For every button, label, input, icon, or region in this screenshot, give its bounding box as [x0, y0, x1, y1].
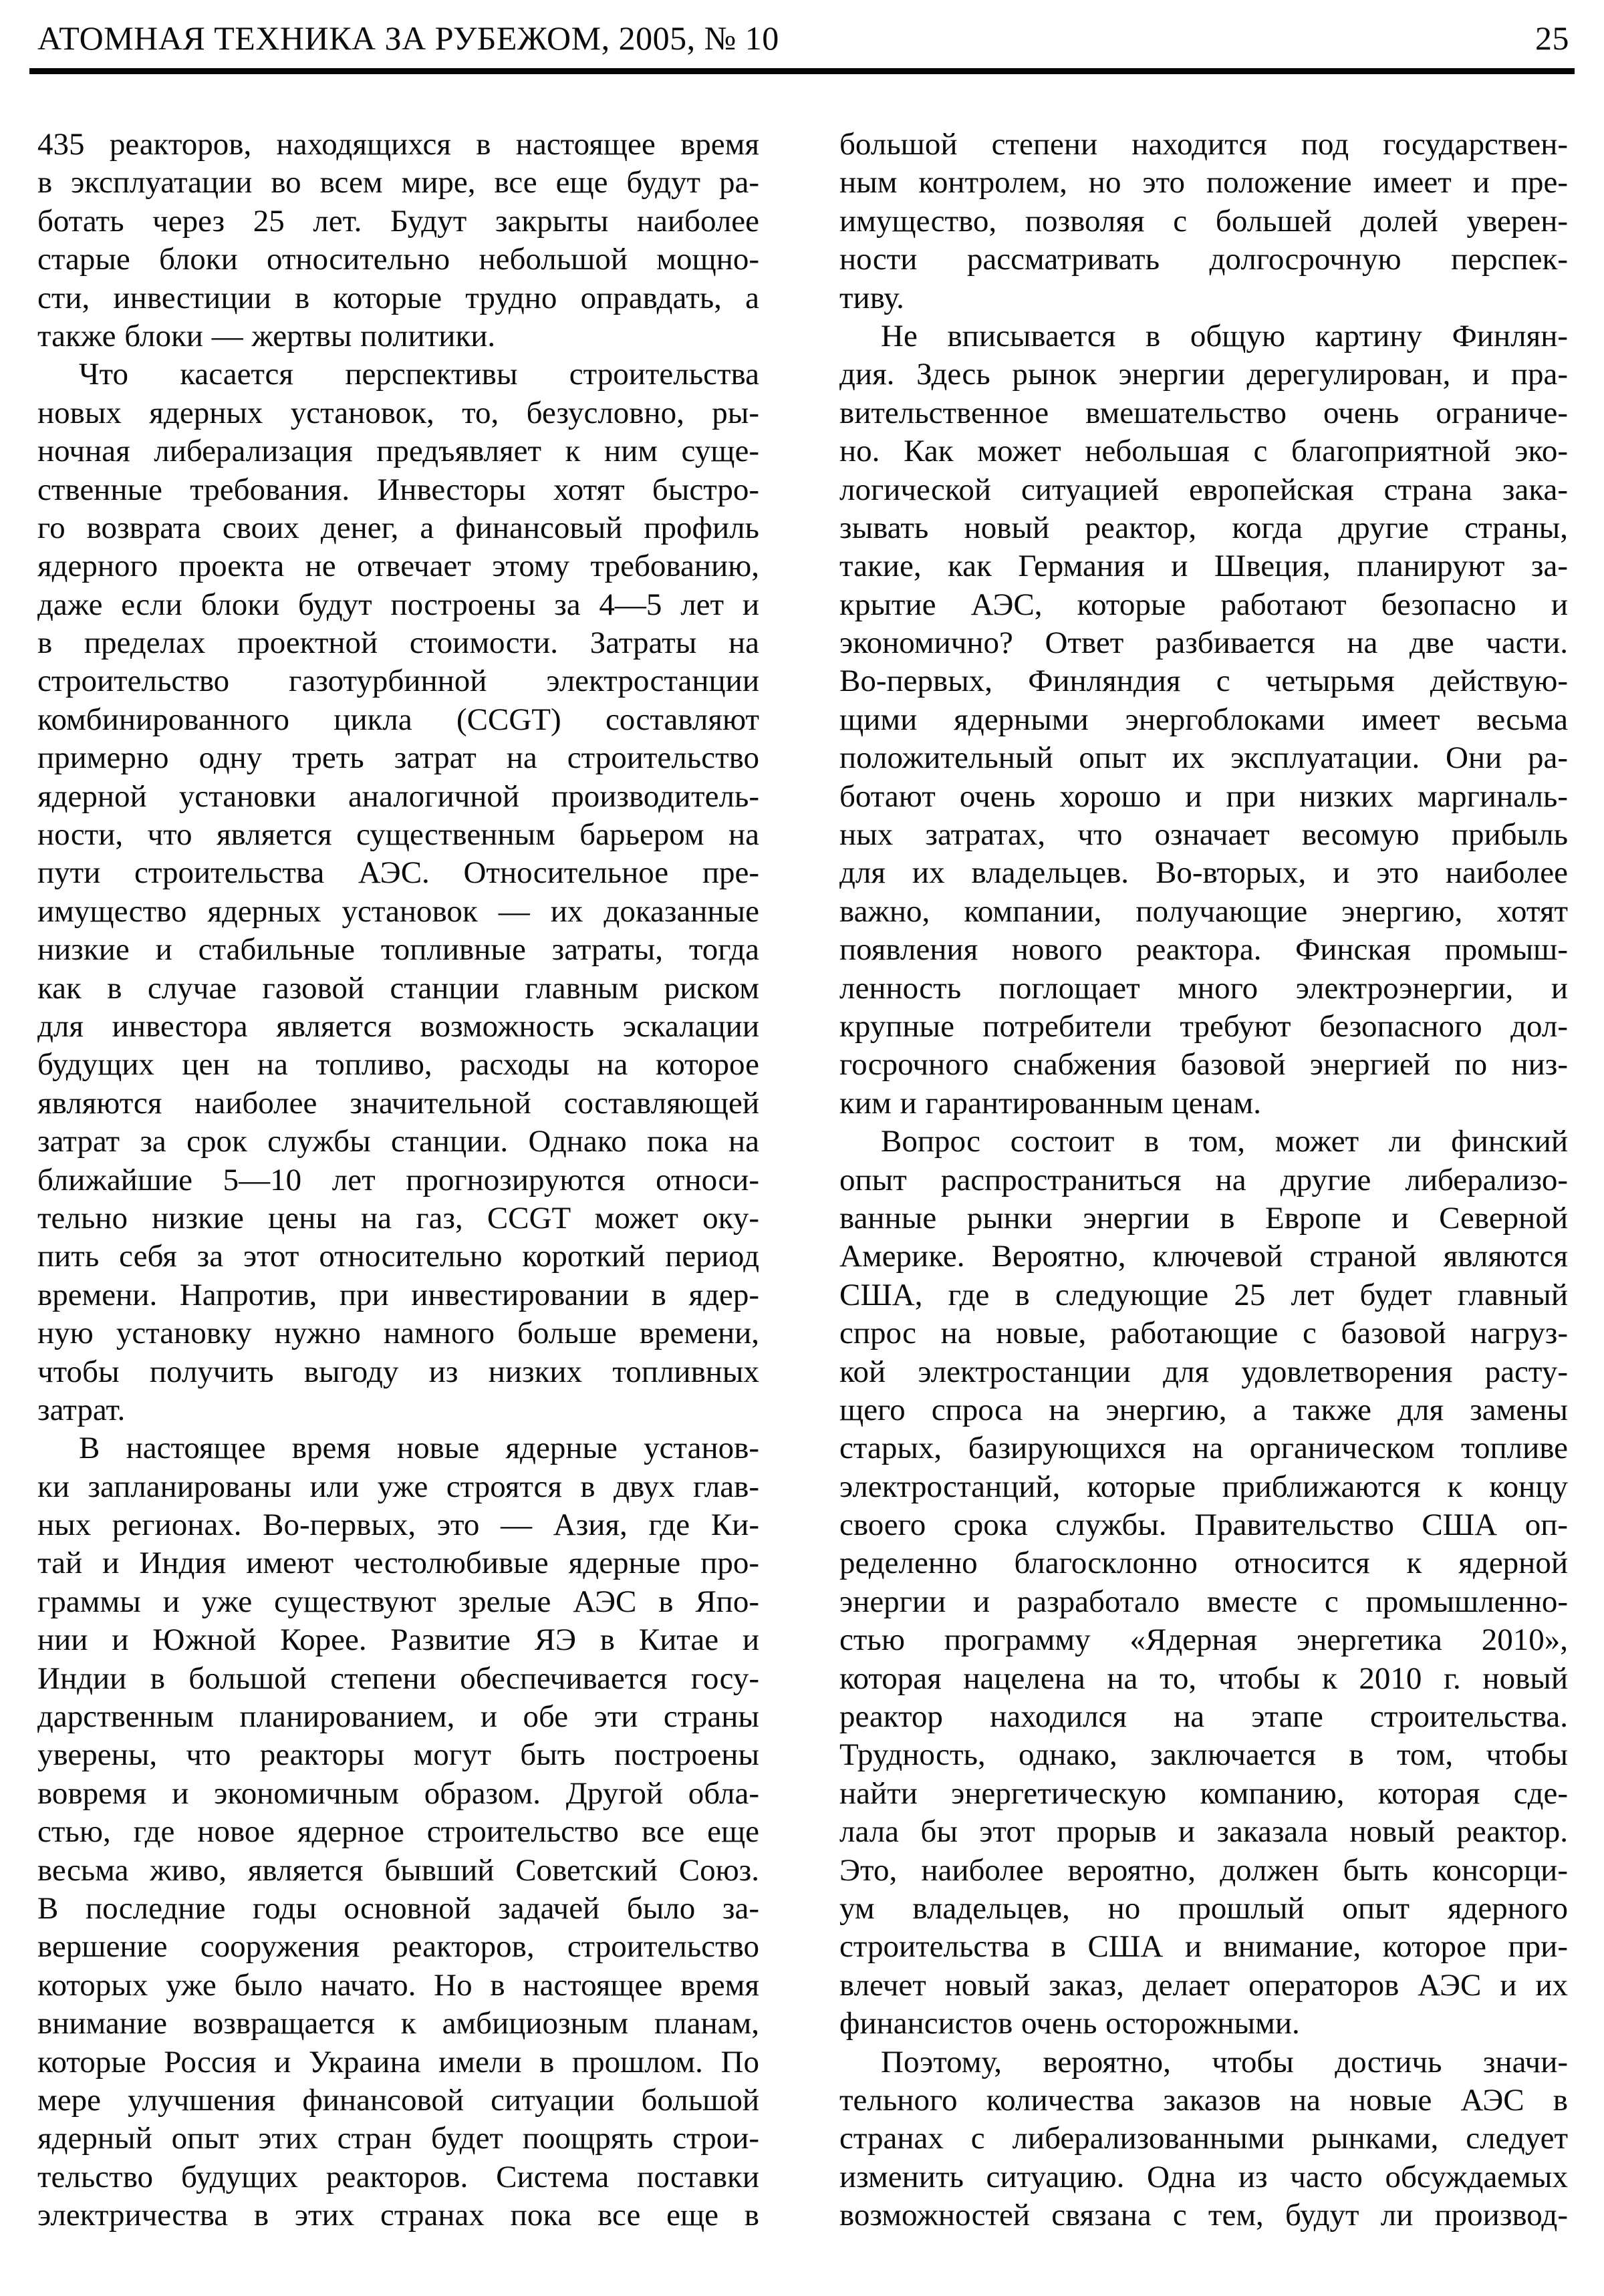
text-line: дия. Здесь рынок энергии дерегулирован, и пра- [839, 357, 1568, 392]
text-line: которых уже было начато. Но в настоящее время [37, 1967, 759, 2003]
page-number: 25 [1535, 19, 1569, 57]
text-line: энергии и разработало вместе с промышленно- [839, 1584, 1568, 1619]
text-line: ных затратах, что означает весомую прибыль [839, 817, 1568, 853]
text-line: В последние годы основной задачей было за- [37, 1890, 759, 1926]
text-line: времени. Напротив, при инвестировании в ядер- [37, 1277, 759, 1312]
right-column [839, 126, 1568, 2235]
text-line: экономично? Ответ разбивается на две части. [839, 625, 1568, 661]
text-line: которая нацелена на то, чтобы к 2010 г. новый [839, 1661, 1568, 1696]
text-line: ственные требования. Инвесторы хотят быстро- [37, 472, 759, 507]
text-line: вершение сооружения реакторов, строительство [37, 1929, 759, 1965]
text-line: щего спроса на энергию, а также для замены [839, 1392, 1568, 1427]
text-line: положительный опыт их эксплуатации. Они ра- [839, 740, 1568, 776]
text-line: лала бы этот прорыв и заказала новый реактор. [839, 1814, 1568, 1850]
text-line: ботают очень хорошо и при низких маргиналь- [839, 778, 1568, 814]
text-line: США, где в следующие 25 лет будет главный [839, 1277, 1568, 1312]
text-line: Трудность, однако, заключается в том, чтобы [839, 1737, 1568, 1773]
text-line: тельство будущих реакторов. Система поставки [37, 2159, 759, 2194]
paragraph [37, 1429, 759, 2235]
text-line: 435 реакторов, находящихся в настоящее время [37, 127, 759, 162]
text-line: будущих цен на топливо, расходы на которое [37, 1047, 759, 1083]
text-line: нии и Южной Корее. Развитие ЯЭ в Китае и [37, 1622, 759, 1658]
text-line: сти, инвестиции в которые трудно оправдать, а [37, 280, 759, 315]
left-column [37, 126, 759, 2235]
text-line: ум владельцев, но прошлый опыт ядерного [839, 1890, 1568, 1926]
text-line: в эксплуатации во всем мире, все еще будут ра- [37, 165, 759, 200]
text-line: Во-первых, Финляндия с четырьмя действую- [839, 664, 1568, 699]
text-line: ных регионах. Во-первых, это — Азия, где Ки- [37, 1508, 759, 1543]
text-line: ванные рынки энергии в Европе и Северной [839, 1200, 1568, 1236]
text-line: своего срока службы. Правительство США оп- [839, 1508, 1568, 1543]
text-line: низкие и стабильные топливные затраты, тогда [37, 932, 759, 968]
text-line: ки запланированы или уже строятся в двух глав- [37, 1469, 759, 1504]
text-line: чтобы получить выгоду из низких топливных [37, 1354, 759, 1389]
text-line: но. Как может небольшая с благоприятной эко- [839, 434, 1568, 469]
journal-title: АТОМНАЯ ТЕХНИКА ЗА РУБЕЖОМ, 2005, № 10 [37, 19, 779, 57]
header-rule [29, 68, 1575, 74]
text-line: даже если блоки будут построены за 4—5 лет и [37, 587, 759, 622]
text-line: являются наиболее значительной составляющей [37, 1085, 759, 1121]
text-line: пить себя за этот относительно короткий период [37, 1239, 759, 1274]
text-line: как в случае газовой станции главным риском [37, 970, 759, 1006]
paragraph [839, 126, 1568, 317]
text-line: го возврата своих денег, а финансовый профиль [37, 510, 759, 545]
text-line: Америке. Вероятно, ключевой страной являются [839, 1239, 1568, 1274]
text-line: внимание возвращается к амбициозным планам, [37, 2006, 759, 2041]
text-line: электричества в этих странах пока все еще в [37, 2198, 759, 2233]
text-line: строительства в США и внимание, которое при- [839, 1929, 1568, 1965]
text-line: мере улучшения финансовой ситуации большой [37, 2082, 759, 2118]
text-line: пути строительства АЭС. Относительное пре- [37, 855, 759, 891]
text-line: вовремя и экономичным образом. Другой обла- [37, 1775, 759, 1811]
text-line: ядерный опыт этих стран будет поощрять строи- [37, 2121, 759, 2156]
text-line: Не вписывается в общую картину Финлян- [881, 318, 1568, 353]
text-line: имущество ядерных установок — их доказанные [37, 893, 759, 929]
text-line: ближайшие 5—10 лет прогнозируются относи- [37, 1162, 759, 1197]
text-line: электростанций, которые приближаются к концу [839, 1469, 1568, 1504]
text-line: вительственное вмешательство очень ограниче- [839, 395, 1568, 430]
text-line: весьма живо, является бывший Советский Союз. [37, 1852, 759, 1888]
text-line: Поэтому, вероятно, чтобы достичь значи- [881, 2044, 1568, 2079]
text-line: ределенно благосклонно относится к ядерной [839, 1546, 1568, 1581]
paragraph [839, 1123, 1568, 2043]
text-line: тиву. [839, 280, 904, 315]
text-line: Вопрос состоит в том, может ли финский [881, 1124, 1568, 1159]
text-line: возможностей связана с тем, будут ли производ- [839, 2198, 1568, 2233]
text-line: ности, что является существенным барьером на [37, 817, 759, 853]
text-line: госрочного снабжения базовой энергией по низ- [839, 1047, 1568, 1083]
text-line: изменить ситуацию. Одна из часто обсуждаемых [839, 2159, 1568, 2194]
text-line: примерно одну треть затрат на строительство [37, 740, 759, 776]
text-line: также блоки — жертвы политики. [37, 318, 496, 353]
text-line: странах с либерализованными рынками, следует [839, 2121, 1568, 2156]
text-line: спрос на новые, работающие с базовой нагруз- [839, 1316, 1568, 1351]
text-line: В настоящее время новые ядерные установ- [79, 1431, 759, 1466]
text-line: ную установку нужно намного больше времени, [37, 1316, 759, 1351]
text-line: найти энергетическую компанию, которая сде- [839, 1775, 1568, 1811]
text-line: большой степени находится под государствен- [839, 127, 1568, 162]
text-line: Что касается перспективы строительства [79, 357, 759, 392]
text-line: ленность поглощает много электроэнергии, и [839, 970, 1568, 1006]
text-line: для инвестора является возможность эскалации [37, 1008, 759, 1044]
text-line: ядерной установки аналогичной производитель- [37, 778, 759, 814]
text-line: новых ядерных установок, то, безусловно, ры- [37, 395, 759, 430]
text-line: стью, где новое ядерное строительство все еще [37, 1814, 759, 1850]
text-line: для их владельцев. Во-вторых, и это наиболее [839, 855, 1568, 891]
text-line: тай и Индия имеют честолюбивые ядерные про- [37, 1546, 759, 1581]
text-line: старых, базирующихся на органическом топливе [839, 1431, 1568, 1466]
text-line: ным контролем, но это положение имеет и пре- [839, 165, 1568, 200]
text-line: затрат. [37, 1392, 126, 1427]
text-line: ядерного проекта не отвечает этому требованию, [37, 549, 759, 584]
text-line: старые блоки относительно небольшой мощно- [37, 242, 759, 277]
text-line: граммы и уже существуют зрелые АЭС в Япо- [37, 1584, 759, 1619]
paragraph [37, 126, 759, 355]
text-line: ким и гарантированным ценам. [839, 1085, 1262, 1121]
page-header [37, 20, 1569, 57]
text-line: финансистов очень осторожными. [839, 2006, 1300, 2041]
text-line: тельно низкие цены на газ, CCGT может оку- [37, 1200, 759, 1236]
text-line: имущество, позволяя с большей долей уверен- [839, 203, 1568, 239]
text-line: кой электростанции для удовлетворения расту- [839, 1354, 1568, 1389]
text-line: которые Россия и Украина имели в прошлом. По [37, 2044, 759, 2079]
text-line: уверены, что реакторы могут быть построены [37, 1737, 759, 1773]
text-line: крытие АЭС, которые работают безопасно и [839, 587, 1568, 622]
text-line: появления нового реактора. Финская промыш- [839, 932, 1568, 968]
text-line: в пределах проектной стоимости. Затраты на [37, 625, 759, 661]
text-line: важно, компании, получающие энергию, хотят [839, 893, 1568, 929]
paragraph [37, 355, 759, 1429]
text-line: стью программу «Ядерная энергетика 2010», [839, 1622, 1568, 1658]
text-line: такие, как Германия и Швеция, планируют за- [839, 549, 1568, 584]
text-line: Это, наиболее вероятно, должен быть консорци- [839, 1852, 1568, 1888]
text-line: тельного количества заказов на новые АЭС в [839, 2082, 1568, 2118]
text-line: опыт распространиться на другие либерализо- [839, 1162, 1568, 1197]
text-line: влечет новый заказ, делает операторов АЭС и их [839, 1967, 1568, 2003]
text-line: затрат за срок службы станции. Однако пока на [37, 1124, 759, 1159]
paragraph [839, 317, 1568, 1123]
text-line: логической ситуацией европейская страна зака- [839, 472, 1568, 507]
text-line: крупные потребители требуют безопасного дол- [839, 1008, 1568, 1044]
text-line: дарственным планированием, и обе эти страны [37, 1699, 759, 1735]
text-line: Индии в большой степени обеспечивается госу- [37, 1661, 759, 1696]
text-line: ности рассматривать долгосрочную перспек- [839, 242, 1568, 277]
text-line: строительство газотурбинной электростанции [37, 664, 759, 699]
text-line: ночная либерализация предъявляет к ним суще- [37, 434, 759, 469]
text-line: ботать через 25 лет. Будут закрыты наиболее [37, 203, 759, 239]
paragraph [839, 2043, 1568, 2235]
text-line: зывать новый реактор, когда другие страны, [839, 510, 1568, 545]
text-line: щими ядерными энергоблоками имеет весьма [839, 702, 1568, 737]
text-line: реактор находился на этапе строительства. [839, 1699, 1568, 1735]
text-line: комбинированного цикла (CCGT) составляют [37, 702, 759, 737]
